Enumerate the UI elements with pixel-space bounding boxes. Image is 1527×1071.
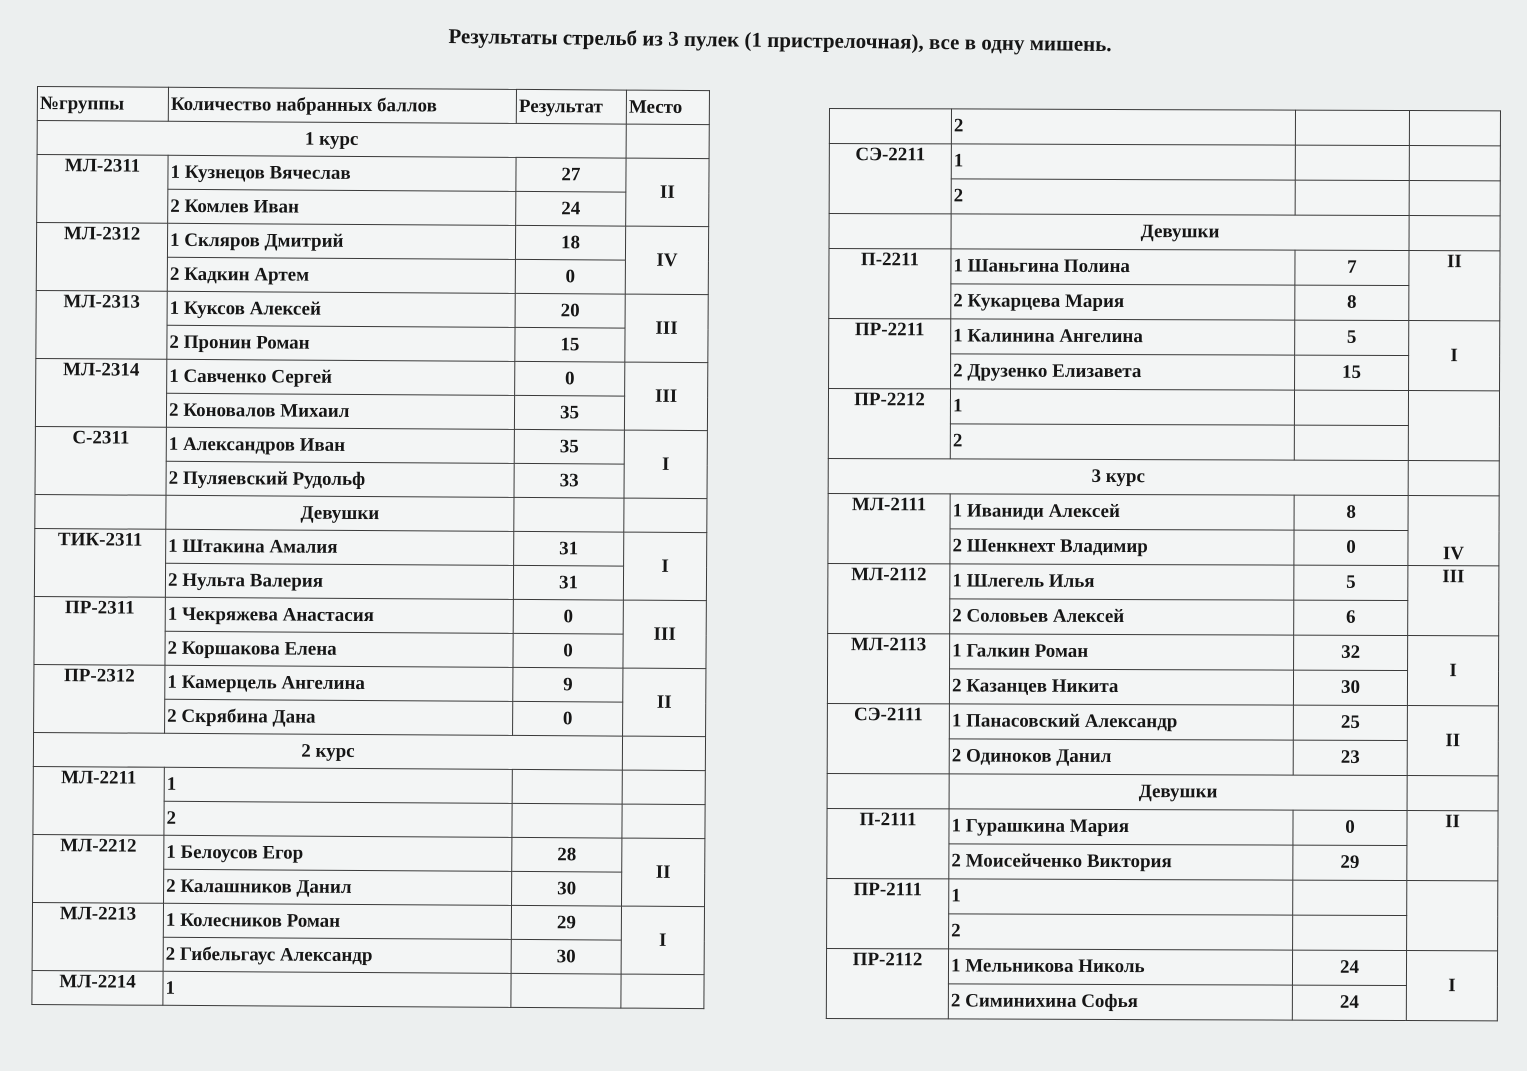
participant-name: 2 Пуляевский Рудольф xyxy=(166,461,514,497)
score-cell: 25 xyxy=(1293,705,1407,740)
participant-name: 1 xyxy=(950,389,1294,425)
table-row xyxy=(828,563,1499,600)
score-cell: 32 xyxy=(1294,635,1408,670)
participant-name: 1 Галкин Роман xyxy=(950,634,1294,670)
group-cell: СЭ-2211 xyxy=(829,144,951,214)
score-cell xyxy=(512,769,622,804)
section-row xyxy=(829,214,1500,251)
section-row xyxy=(33,732,705,770)
section-row xyxy=(37,121,709,159)
table-row xyxy=(35,426,707,464)
score-cell: 35 xyxy=(514,395,624,430)
score-cell: 29 xyxy=(1293,845,1407,880)
score-cell: 30 xyxy=(1293,670,1407,705)
participant-name: 2 xyxy=(164,801,512,837)
empty-cell xyxy=(829,109,951,144)
table-row xyxy=(36,358,708,396)
place-cell xyxy=(1407,881,1498,951)
score-cell xyxy=(1294,390,1408,425)
group-cell: ПР-2212 xyxy=(828,389,950,459)
score-cell: 18 xyxy=(515,225,625,260)
group-cell: СЭ-2111 xyxy=(827,703,949,773)
group-cell: МЛ-2311 xyxy=(37,155,168,224)
section-label-course-3: 3 курс xyxy=(828,458,1408,495)
table-row xyxy=(33,766,705,804)
group-cell: МЛ-2312 xyxy=(36,223,167,292)
score-cell: 0 xyxy=(515,361,625,396)
place-cell xyxy=(1409,111,1500,146)
group-cell: С-2311 xyxy=(35,426,166,495)
participant-name: 2 Скрябина Дана xyxy=(165,699,513,735)
place-cell: II xyxy=(1407,706,1498,776)
participant-name: 2 Коршакова Елена xyxy=(165,631,513,667)
place-cell: I xyxy=(1409,321,1500,391)
results-table-right xyxy=(826,108,1501,1021)
participant-name: 1 xyxy=(951,144,1295,180)
score-cell: 0 xyxy=(1294,530,1408,565)
score-cell: 15 xyxy=(515,327,625,362)
score-cell: 8 xyxy=(1295,285,1409,320)
participant-name: 1 Кузнецов Вячеслав xyxy=(168,155,516,191)
participant-name: 2 Шенкнехт Владимир xyxy=(950,529,1294,565)
section-label-girls: Девушки xyxy=(949,774,1407,811)
score-cell: 0 xyxy=(513,599,623,634)
score-cell xyxy=(1295,110,1409,145)
score-cell xyxy=(1293,880,1407,915)
participant-name: 1 Штакина Амалия xyxy=(166,529,514,565)
empty-cell xyxy=(827,773,949,808)
empty-cell xyxy=(626,124,709,159)
place-cell: III xyxy=(624,362,707,431)
table-row xyxy=(34,596,706,634)
section-label-course-1: 1 курс xyxy=(37,121,626,159)
score-cell: 5 xyxy=(1295,320,1409,355)
score-cell: 8 xyxy=(1294,495,1408,530)
table-row xyxy=(33,834,705,872)
score-cell: 5 xyxy=(1294,565,1408,600)
score-cell: 29 xyxy=(511,905,621,940)
participant-name: 2 Симинихина Софья xyxy=(948,984,1292,1020)
participant-name: 2 xyxy=(949,914,1293,950)
table-row xyxy=(827,878,1498,915)
page-title: Результаты стрельб из 3 пулек (1 пристрелочная), все в одну мишень. xyxy=(448,23,1112,57)
place-cell: I xyxy=(624,430,707,499)
place-cell: I xyxy=(1406,951,1497,1021)
place-cell: III xyxy=(625,294,708,363)
place-cell: II xyxy=(1409,251,1500,321)
participant-name: 1 xyxy=(163,971,511,1007)
score-cell: 7 xyxy=(1295,250,1409,285)
empty-cell xyxy=(514,497,624,532)
participant-name: 1 Колесников Роман xyxy=(163,903,511,939)
participant-name: 2 Коновалов Михаил xyxy=(166,393,514,429)
place-cell xyxy=(622,770,705,805)
table-row xyxy=(828,633,1499,670)
participant-name: 1 Панасовский Александр xyxy=(949,704,1293,740)
participant-name: 1 Гурашкина Мария xyxy=(949,809,1293,845)
participant-name: 2 Кукарцева Мария xyxy=(951,284,1295,320)
place-cell: IV xyxy=(625,226,708,295)
participant-name: 1 xyxy=(949,879,1293,915)
score-cell: 24 xyxy=(516,191,626,226)
place-cell: I xyxy=(623,532,706,601)
empty-cell xyxy=(35,494,166,529)
table-row xyxy=(37,155,709,193)
table-row xyxy=(829,144,1500,181)
empty-cell xyxy=(829,214,951,249)
score-cell: 20 xyxy=(515,293,625,328)
participant-name: 2 Нульта Валерия xyxy=(165,563,513,599)
participant-name: 2 Друзенко Елизавета xyxy=(951,354,1295,390)
score-cell: 23 xyxy=(1293,740,1407,775)
group-cell: ПР-2312 xyxy=(34,664,165,733)
empty-cell xyxy=(622,736,705,771)
participant-name: 1 Мельникова Николь xyxy=(948,949,1292,985)
empty-cell xyxy=(1409,181,1500,216)
header-result: Результат xyxy=(516,89,626,124)
participant-name: 1 Савченко Сергей xyxy=(167,359,515,395)
participant-name: 1 Чекряжева Анастасия xyxy=(165,597,513,633)
score-cell: 0 xyxy=(513,633,623,668)
participant-name: 2 Казанцев Никита xyxy=(949,669,1293,705)
participant-name: 1 Скляров Дмитрий xyxy=(167,223,515,259)
group-cell: МЛ-2313 xyxy=(36,290,167,359)
section-label-course-2: 2 курс xyxy=(33,732,622,770)
group-cell: МЛ-2113 xyxy=(827,633,949,703)
table-row xyxy=(36,290,708,328)
score-cell: 35 xyxy=(514,429,624,464)
table-row xyxy=(826,948,1497,985)
place-cell: II xyxy=(626,158,709,227)
place-cell: III xyxy=(623,600,706,669)
place-cell xyxy=(1409,146,1500,181)
score-cell: 0 xyxy=(515,259,625,294)
score-cell: 9 xyxy=(513,667,623,702)
group-cell: ПР-2211 xyxy=(829,319,951,389)
score-cell: 31 xyxy=(514,531,624,566)
empty-cell xyxy=(1408,461,1499,496)
table-row xyxy=(36,223,708,261)
place-cell: I xyxy=(621,906,704,975)
score-cell xyxy=(512,803,622,838)
table-row xyxy=(828,389,1499,426)
participant-name: 1 Камерцель Ангелина xyxy=(165,665,513,701)
table-row xyxy=(829,109,1500,146)
group-cell: МЛ-2211 xyxy=(33,766,164,835)
participant-name: 2 xyxy=(951,109,1295,145)
place-cell: II xyxy=(622,838,705,907)
participant-name: 1 Шаньгина Полина xyxy=(951,249,1295,285)
group-cell: МЛ-2112 xyxy=(828,563,950,633)
participant-name: 2 Калашников Данил xyxy=(164,869,512,905)
participant-name: 2 Пронин Роман xyxy=(167,325,515,361)
header-group: №группы xyxy=(37,87,168,122)
score-cell xyxy=(1294,425,1408,460)
group-cell: МЛ-2111 xyxy=(828,493,950,563)
empty-cell xyxy=(1409,216,1500,251)
header-row xyxy=(37,87,709,125)
group-cell: ПР-2311 xyxy=(34,596,165,665)
participant-name: 1 Белоусов Егор xyxy=(164,835,512,871)
table-row xyxy=(829,319,1500,356)
participant-name: 1 Шлегель Илья xyxy=(950,564,1294,600)
participant-name: 1 Калинина Ангелина xyxy=(951,319,1295,355)
place-cell: IV xyxy=(1408,496,1499,566)
group-cell: МЛ-2314 xyxy=(35,358,166,427)
participant-name: 1 Иваниди Алексей xyxy=(950,494,1294,530)
place-cell: III xyxy=(1408,566,1499,636)
score-cell xyxy=(1293,915,1407,950)
participant-name: 1 Куксов Алексей xyxy=(167,291,515,327)
section-row xyxy=(828,458,1499,495)
score-cell: 24 xyxy=(1292,950,1406,985)
table-row xyxy=(34,664,706,702)
group-cell: ПР-2111 xyxy=(827,878,949,948)
group-cell: П-2111 xyxy=(827,808,949,878)
participant-name: 2 xyxy=(951,179,1295,215)
group-cell: ТИК-2311 xyxy=(34,528,165,597)
participant-name: 1 Александров Иван xyxy=(166,427,514,463)
empty-cell xyxy=(1407,776,1498,811)
group-cell: МЛ-2212 xyxy=(33,834,164,903)
table-row xyxy=(828,493,1499,530)
group-cell: МЛ-2214 xyxy=(32,970,163,1005)
participant-name: 2 Соловьев Алексей xyxy=(950,599,1294,635)
group-cell: П-2211 xyxy=(829,249,951,319)
results-table-left xyxy=(31,86,710,1009)
score-cell: 15 xyxy=(1295,355,1409,390)
score-cell xyxy=(511,973,621,1008)
group-cell: МЛ-2213 xyxy=(32,902,163,971)
table-row xyxy=(35,528,707,566)
score-cell: 28 xyxy=(512,837,622,872)
participant-name: 2 Комлев Иван xyxy=(168,189,516,225)
score-cell: 0 xyxy=(513,701,623,736)
score-cell: 6 xyxy=(1294,600,1408,635)
place-cell: II xyxy=(1407,811,1498,881)
place-cell xyxy=(621,974,704,1009)
section-label-girls: Девушки xyxy=(951,214,1409,251)
section-row xyxy=(35,494,707,532)
place-cell: II xyxy=(623,668,706,737)
score-cell: 30 xyxy=(511,939,621,974)
score-cell xyxy=(1295,145,1409,180)
table-row xyxy=(32,970,704,1008)
participant-name: 1 xyxy=(164,767,512,803)
participant-name: 2 Кадкин Артем xyxy=(167,257,515,293)
empty-cell xyxy=(624,498,707,533)
empty-cell xyxy=(622,804,705,839)
participant-name: 2 Моисейченко Виктория xyxy=(949,844,1293,880)
table-row xyxy=(829,249,1500,286)
place-cell: I xyxy=(1407,636,1498,706)
score-cell xyxy=(1295,180,1409,215)
score-cell: 24 xyxy=(1292,985,1406,1020)
place-cell xyxy=(1408,391,1499,461)
participant-name: 2 xyxy=(950,424,1294,460)
header-points: Количество набранных баллов xyxy=(168,87,516,123)
score-cell: 33 xyxy=(514,463,624,498)
section-label-girls: Девушки xyxy=(166,495,514,531)
group-cell: ПР-2112 xyxy=(826,948,948,1018)
participant-name: 2 Гибельгаус Александр xyxy=(163,937,511,973)
score-cell: 0 xyxy=(1293,810,1407,845)
table-row xyxy=(32,902,704,940)
score-cell: 31 xyxy=(513,565,623,600)
score-cell: 30 xyxy=(512,871,622,906)
header-place: Место xyxy=(626,90,709,125)
section-row xyxy=(827,773,1498,810)
table-row xyxy=(827,808,1498,845)
score-cell: 27 xyxy=(516,157,626,192)
participant-name: 2 Одиноков Данил xyxy=(949,739,1293,775)
table-row xyxy=(827,703,1498,740)
